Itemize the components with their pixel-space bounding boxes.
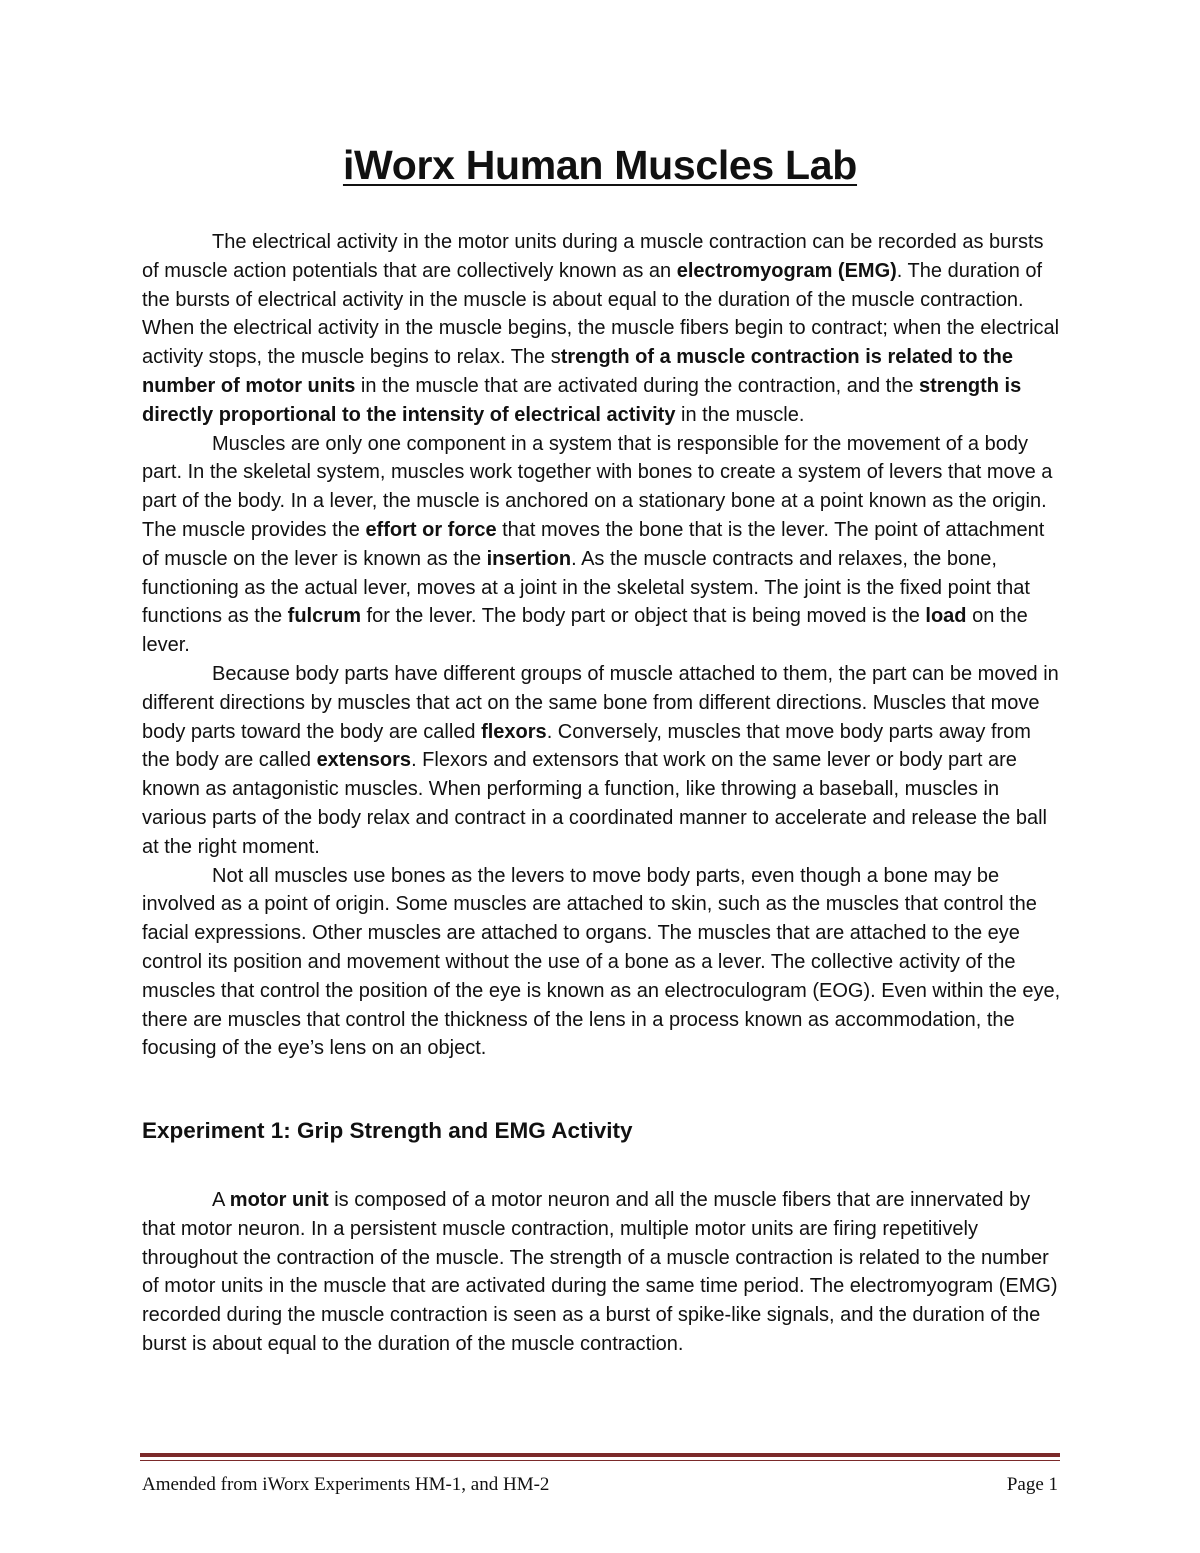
bold-term: extensors	[316, 749, 412, 772]
footer-rule-thick	[140, 1453, 1060, 1457]
bold-term: fulcrum	[287, 605, 361, 628]
paragraph-levers	[142, 430, 1062, 660]
text-run: A	[212, 1189, 230, 1211]
bold-term: trength of a muscle contraction is related to the number of motor units	[142, 346, 1014, 397]
text-run: that moves the bone that is the lever. The point of attachment of muscle on the lever is known as the	[142, 518, 1045, 570]
bold-term: load	[925, 605, 967, 628]
text-run: is composed of a motor neuron and all the muscle fibers that are innervated by that motor neuron. In a persistent muscle contraction, multiple motor units are firing repetitively throughout the contraction of the muscle. The strength of a muscle contraction is related to the number of motor units in the muscle that are activated during the same time period. The electromyogram (EMG) recorded during the muscle contraction is seen as a burst of spike-like signals, and the duration of the burst is about equal to the duration of the muscle contraction.	[142, 1189, 1058, 1355]
text-run: . The duration of the bursts of electrical activity in the muscle is about equal to the duration of the muscle contraction. When the electrical activity in the muscle begins, the muscle fibers begin to contract; when the electrical activity stops, the muscle begins to relax. The s	[142, 259, 1060, 369]
document-title: iWorx Human Muscles Lab	[342, 142, 858, 188]
text-run: Because body parts have different groups of muscle attached to them, the part can be moved in different directions by muscles that act on the same bone from different directions. Muscles that move body parts toward the body are called	[142, 662, 1059, 743]
paragraph-flexors	[142, 660, 1062, 862]
bold-term: effort or force	[365, 518, 497, 541]
footer-rule-thin	[140, 1460, 1060, 1461]
paragraph-motor-unit	[142, 1186, 1062, 1359]
text-run: in the muscle that are activated during the contraction, and the	[355, 374, 919, 397]
bold-term: electromyogram (EMG)	[676, 259, 897, 282]
text-run: on the lever.	[142, 605, 1028, 657]
text-run: . Conversely, muscles that move body parts away from the body are called	[142, 720, 1031, 772]
bold-term: insertion	[486, 547, 572, 570]
paragraph-emg	[142, 228, 1062, 430]
text-run: . Flexors and extensors that work on the same lever or body part are known as antagonistic muscles. When performing a function, like throwing a baseball, muscles in various parts of the body relax and contract in a coordinated manner to accelerate and release the ball at the right moment.	[142, 749, 1047, 858]
intro-section	[142, 228, 1062, 1063]
page-number: Page 1	[1006, 1474, 1058, 1495]
paragraph-eog	[142, 862, 1062, 1064]
text-run: for the lever. The body part or object that is being moved is the	[361, 605, 926, 628]
text-run: in the muscle.	[675, 403, 805, 426]
text-run: Not all muscles use bones as the levers to move body parts, even though a bone may be involved as a point of origin. Some muscles are attached to skin, such as the muscles that control the facial expressions. Other muscles are attached to organs. The muscles that are attached to the eye control its position and movement without the use of a bone as a lever. The collective activity of the muscles that control the position of the eye is known as an electroculogram (EOG). Even within the eye, there are muscles that control the thickness of the lens in a process known as accommodation, the focusing of the eye’s lens on an object.	[142, 864, 1061, 1060]
bold-term: flexors	[481, 720, 547, 743]
text-run: Muscles are only one component in a system that is responsible for the movement of a body part. In the skeletal system, muscles work together with bones to create a system of levers that move a part of the body. In a lever, the muscle is anchored on a stationary bone at a point known as the origin. The muscle provides the	[142, 432, 1053, 541]
experiment-section	[142, 1186, 1062, 1359]
text-run: . As the muscle contracts and relaxes, the bone, functioning as the actual lever, moves at a joint in the skeletal system. The joint is the fixed point that functions as the	[142, 547, 1030, 628]
bold-term: motor unit	[229, 1189, 329, 1211]
bold-term: strength is directly proportional to the intensity of electrical activity	[142, 374, 1022, 426]
footer-source: Amended from iWorx Experiments HM-1, and HM-2	[142, 1474, 550, 1495]
text-run: The electrical activity in the motor units during a muscle contraction can be recorded as bursts of muscle action potentials that are collectively known as an	[142, 231, 1044, 282]
experiment-heading: Experiment 1: Grip Strength and EMG Activity	[142, 1118, 633, 1143]
